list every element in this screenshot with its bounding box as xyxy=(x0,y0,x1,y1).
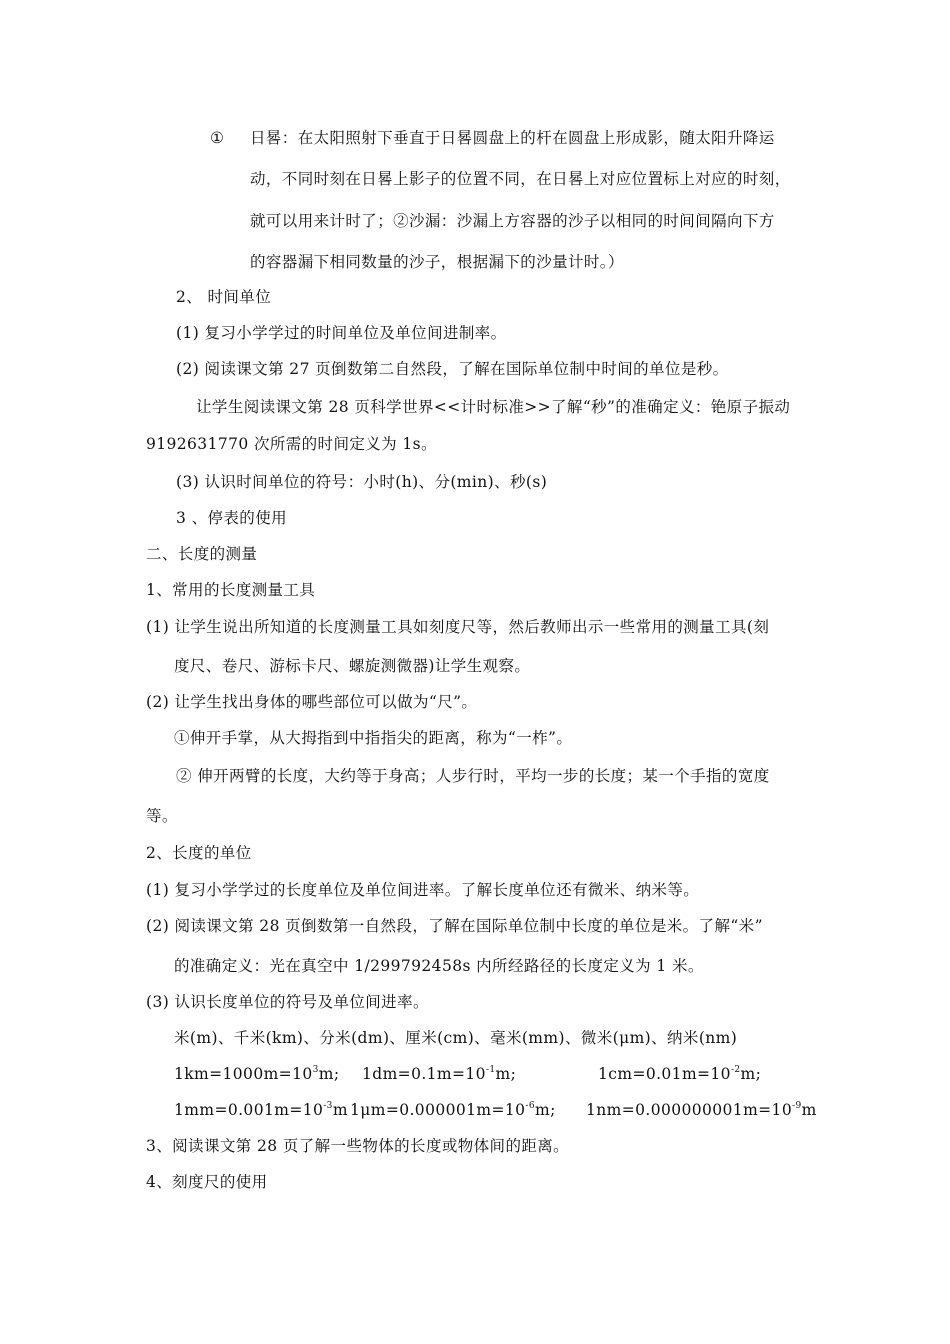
sundial-line-1 xyxy=(210,128,775,148)
circled-number-marker: ① xyxy=(210,129,225,147)
conversion-um-base: 1μm=0.000001m=10 xyxy=(350,1101,526,1119)
second-definition-line-1: 让学生阅读课文第 28 页科学世界<<计时标准>>了解“秒”的准确定义：铯原子振动 xyxy=(196,398,791,416)
time-symbols: (3) 认识时间单位的符号：小时(h)、分(min)、秒(s) xyxy=(176,473,548,491)
time-item-1: (1) 复习小学学过的时间单位及单位间进制率。 xyxy=(176,324,507,342)
conversion-mm-exp: -3 xyxy=(323,1101,333,1111)
second-definition-line-2: 9192631770 次所需的时间定义为 1s。 xyxy=(146,435,437,453)
conversion-nm-base: 1nm=0.000000001m=10 xyxy=(586,1101,793,1119)
sundial-line-2: 动，不同时刻在日晷上影子的位置不同，在日晷上对应位置标上对应的时刻， xyxy=(250,170,791,188)
objects-reading: 3、阅读课文第 28 页了解一些物体的长度或物体间的距离。 xyxy=(146,1137,570,1155)
conversion-km-exp: 3 xyxy=(312,1065,319,1075)
sundial-line-4: 的容器漏下相同数量的沙子，根据漏下的沙量计时。） xyxy=(250,253,624,271)
length-unit-heading: 2、长度的单位 xyxy=(146,844,252,862)
conversion-mm-base: 1mm=0.001m=10 xyxy=(174,1101,324,1119)
length-item-1: (1) 复习小学学过的长度单位及单位间进率。了解长度单位还有微米、纳米等。 xyxy=(146,881,700,899)
conversion-nm xyxy=(586,1100,817,1120)
conversion-cm-base: 1cm=0.01m=10 xyxy=(598,1065,731,1083)
tools-heading: 1、常用的长度测量工具 xyxy=(146,581,316,599)
conversion-dm-exp: -1 xyxy=(485,1065,496,1075)
sundial-text-1: 日晷：在太阳照射下垂直于日晷圆盘上的杆在圆盘上形成影，随太阳升降运 xyxy=(250,129,775,147)
length-item-3: (3) 认识长度单位的符号及单位间进率。 xyxy=(146,993,429,1011)
tools-item-2: (2) 让学生找出身体的哪些部位可以做为“尺”。 xyxy=(146,693,478,711)
conversion-km xyxy=(174,1064,339,1084)
conversion-nm-tail: m xyxy=(801,1101,817,1119)
body-ruler-2-line-2: 等。 xyxy=(146,807,178,825)
length-item-2-line-1: (2) 阅读课文第 28 页倒数第一自然段，了解在国际单位制中长度的单位是米。了解“米” xyxy=(146,917,763,935)
section-title-length: 二、长度的测量 xyxy=(146,545,258,563)
conversion-cm xyxy=(598,1064,761,1084)
conversion-um xyxy=(350,1100,556,1120)
conversion-km-tail: m; xyxy=(318,1065,340,1083)
tools-item-1-line-2: 度尺、卷尺、游标卡尺、螺旋测微器)让学生观察。 xyxy=(174,657,531,675)
ruler-use-heading: 4、刻度尺的使用 xyxy=(146,1173,268,1191)
conversion-mm-tail: m xyxy=(332,1101,348,1119)
length-item-2-line-2: 的准确定义：光在真空中 1/299792458s 内所经路径的长度定义为 1 米。 xyxy=(174,957,704,975)
conversion-dm-tail: m; xyxy=(495,1065,517,1083)
conversion-nm-exp: -9 xyxy=(792,1101,802,1111)
tools-item-1-line-1: (1) 让学生说出所知道的长度测量工具如刻度尺等，然后教师出示一些常用的测量工具(刻 xyxy=(146,618,770,636)
conversion-um-tail: m; xyxy=(534,1101,556,1119)
body-ruler-1: ①伸开手掌，从大拇指到中指指尖的距离，称为“一柞”。 xyxy=(174,729,573,747)
time-item-2: (2) 阅读课文第 27 页倒数第二自然段，了解在国际单位制中时间的单位是秒。 xyxy=(176,360,729,378)
conversion-dm xyxy=(362,1064,516,1084)
conversion-cm-exp: -2 xyxy=(730,1065,741,1075)
stopwatch-heading: 3 、停表的使用 xyxy=(176,509,287,527)
unit-list: 米(m)、千米(km)、分米(dm)、厘米(cm)、毫米(mm)、微米(μm)、纳米(nm) xyxy=(174,1029,738,1047)
conversion-um-exp: -6 xyxy=(525,1101,535,1111)
conversion-km-base: 1km=1000m=10 xyxy=(174,1065,313,1083)
conversion-mm xyxy=(174,1100,348,1120)
conversion-cm-tail: m; xyxy=(740,1065,762,1083)
sundial-line-3: 就可以用来计时了；②沙漏：沙漏上方容器的沙子以相同的时间间隔向下方 xyxy=(250,212,775,230)
time-unit-heading: 2、 时间单位 xyxy=(176,288,272,306)
body-ruler-2-line-1: ② 伸开两臂的长度，大约等于身高；人步行时，平均一步的长度；某一个手指的宽度 xyxy=(176,767,770,785)
conversion-dm-base: 1dm=0.1m=10 xyxy=(362,1065,486,1083)
